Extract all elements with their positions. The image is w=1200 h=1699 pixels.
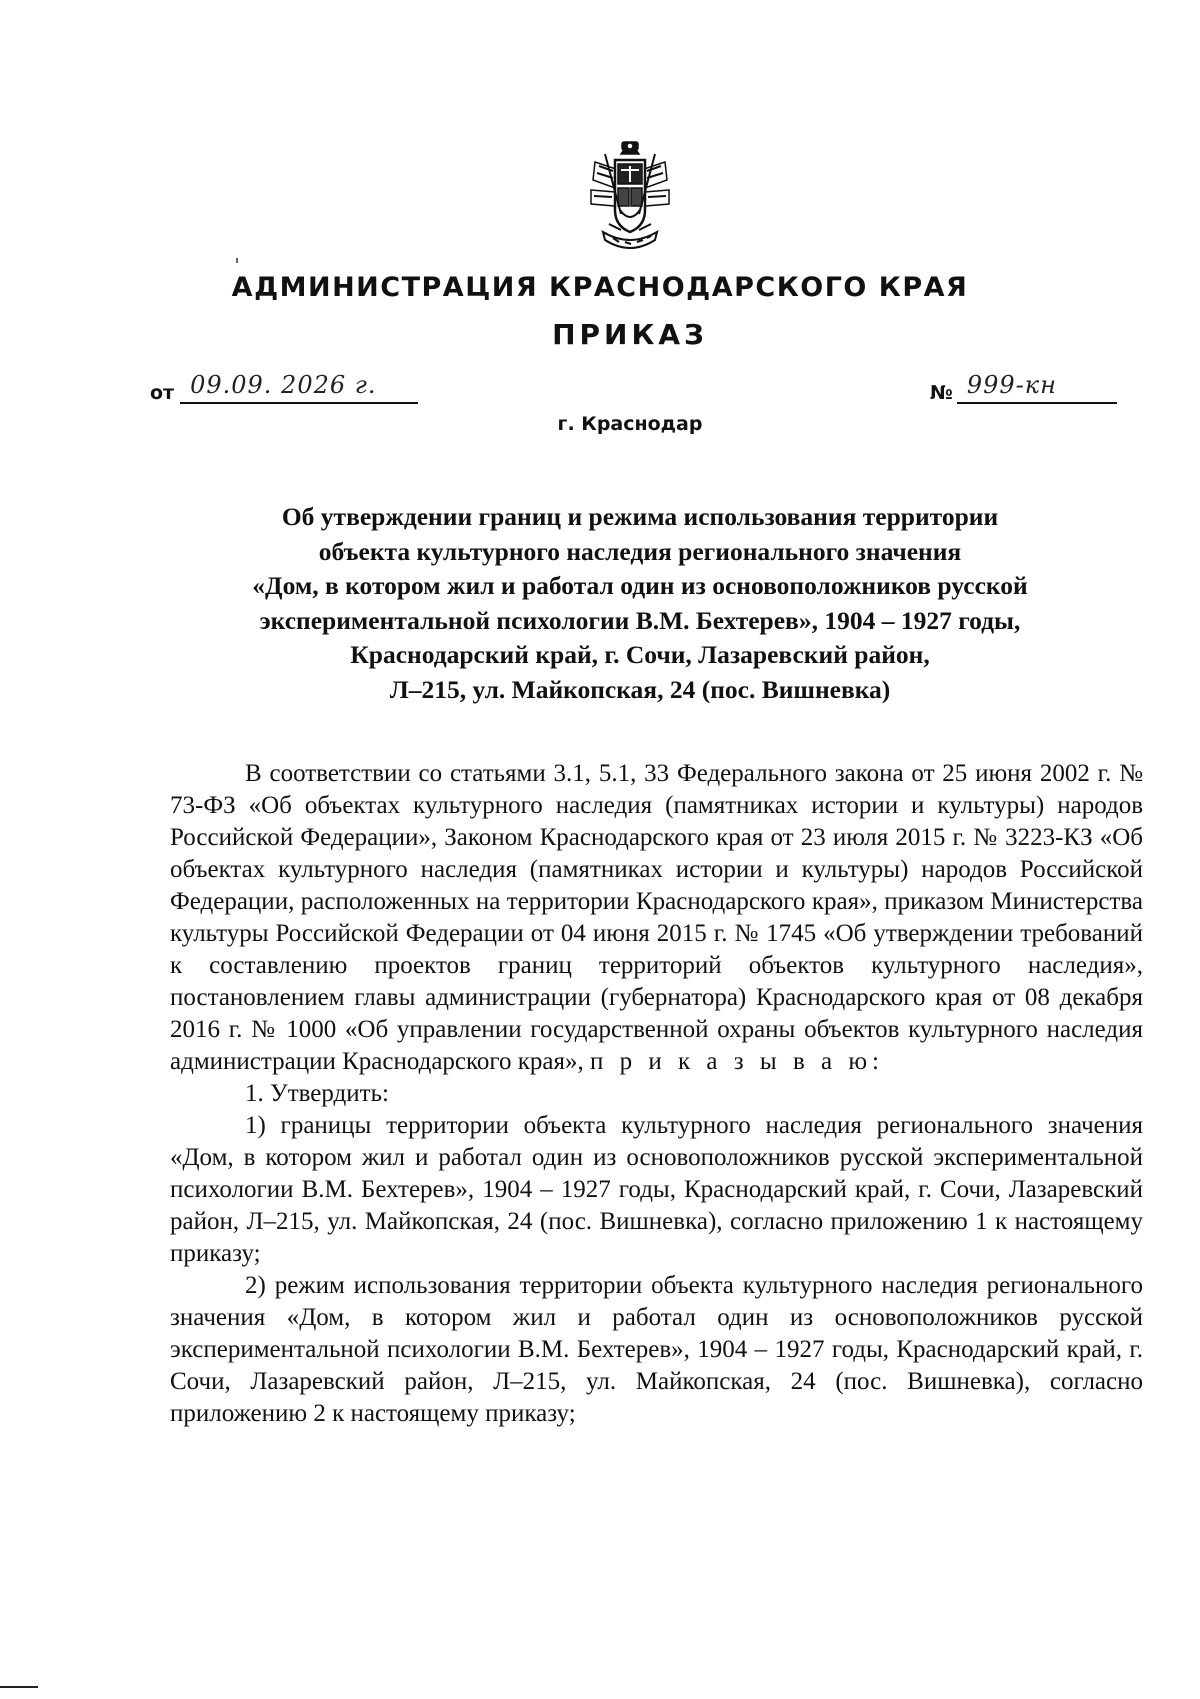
date-underline — [180, 371, 418, 404]
document-type: ПРИКАЗ — [552, 318, 708, 351]
date-prefix: от — [150, 382, 175, 404]
number-underline — [957, 371, 1117, 404]
title-line: Краснодарский край, г. Сочи, Лазаревский район, — [350, 640, 930, 669]
document-title — [160, 500, 1120, 707]
coat-of-arms-icon — [585, 140, 675, 258]
item-1-1-paragraph: 1) границы территории объекта культурного наследия регионального значения «Дом, в котором жил и работал один из основоположников русской экспериментальной психологии В.М. Бехтерев», 1904 – 1927 годы, Краснодарский край, г. Сочи, Лазаревский район, Л–215, ул. Майкопская, 24 (пос. Вишневка), согласно приложению 1 к настоящему приказу; — [170, 1112, 1143, 1267]
preamble-text: В соответствии со статьями 3.1, 5.1, 33 Федерального закона от 25 июня 2002 г. № 73-ФЗ «Об объектах культурного наследия (памятниках истории и культуры) народов Российской Федерации», Законом Краснодарского края от 23 июля 2015 г. № 3223-КЗ «Об объектах культурного наследия (памятниках истории и культуры) народов Российской Федерации, расположенных на территории Краснодарского края», приказом Министерства культуры Российской Федерации от 04 июня 2015 г. № 1745 «Об утверждении требований к составлению проектов границ территорий объектов культурного наследия», постановлением главы администрации (губернатора) Краснодарского края от 08 декабря 2016 г. № 1000 «Об управлении государственной охраны объектов культурного наследия администрации Краснодарского края», — [170, 760, 1143, 1075]
number-field — [930, 371, 1117, 404]
title-line: «Дом, в котором жил и работал один из основоположников русской — [252, 571, 1028, 600]
page-edge-mark — [0, 1686, 38, 1688]
scan-speck — [236, 258, 238, 263]
city-name: г. Краснодар — [557, 413, 703, 435]
organization-name: АДМИНИСТРАЦИЯ КРАСНОДАРСКОГО КРАЯ — [231, 272, 969, 303]
preamble-paragraph — [170, 758, 1143, 1078]
item-1-paragraph: 1. Утвердить: — [245, 1080, 389, 1107]
handwritten-date: 09.09. 2026 г. — [190, 371, 377, 399]
number-prefix: № — [930, 382, 953, 404]
title-line: экспериментальной психологии В.М. Бехтерев», 1904 – 1927 годы, — [259, 605, 1021, 635]
item-1-2-paragraph: 2) режим использования территории объекта культурного наследия регионального значения «Дом, в котором жил и работал один из основоположников русской экспериментальной психологии В.М. Бехтерев», 1904 – 1927 годы, Краснодарский край, г. Сочи, Лазаревский район, Л–215, ул. Майкопская, 24 (пос. Вишневка), согласно приложению 2 к настоящему приказу; — [170, 1272, 1143, 1427]
handwritten-number: 999-кн — [966, 371, 1057, 399]
document-body — [170, 758, 1143, 1430]
title-line: Об утверждении границ и режима использования территории — [281, 502, 999, 531]
date-field — [150, 371, 418, 404]
title-line: Л–215, ул. Майкопская, 24 (пос. Вишневка) — [389, 674, 891, 704]
title-line: объекта культурного наследия регионального значения — [318, 536, 962, 566]
order-word: п р и к а з ы в а ю: — [590, 1048, 884, 1075]
